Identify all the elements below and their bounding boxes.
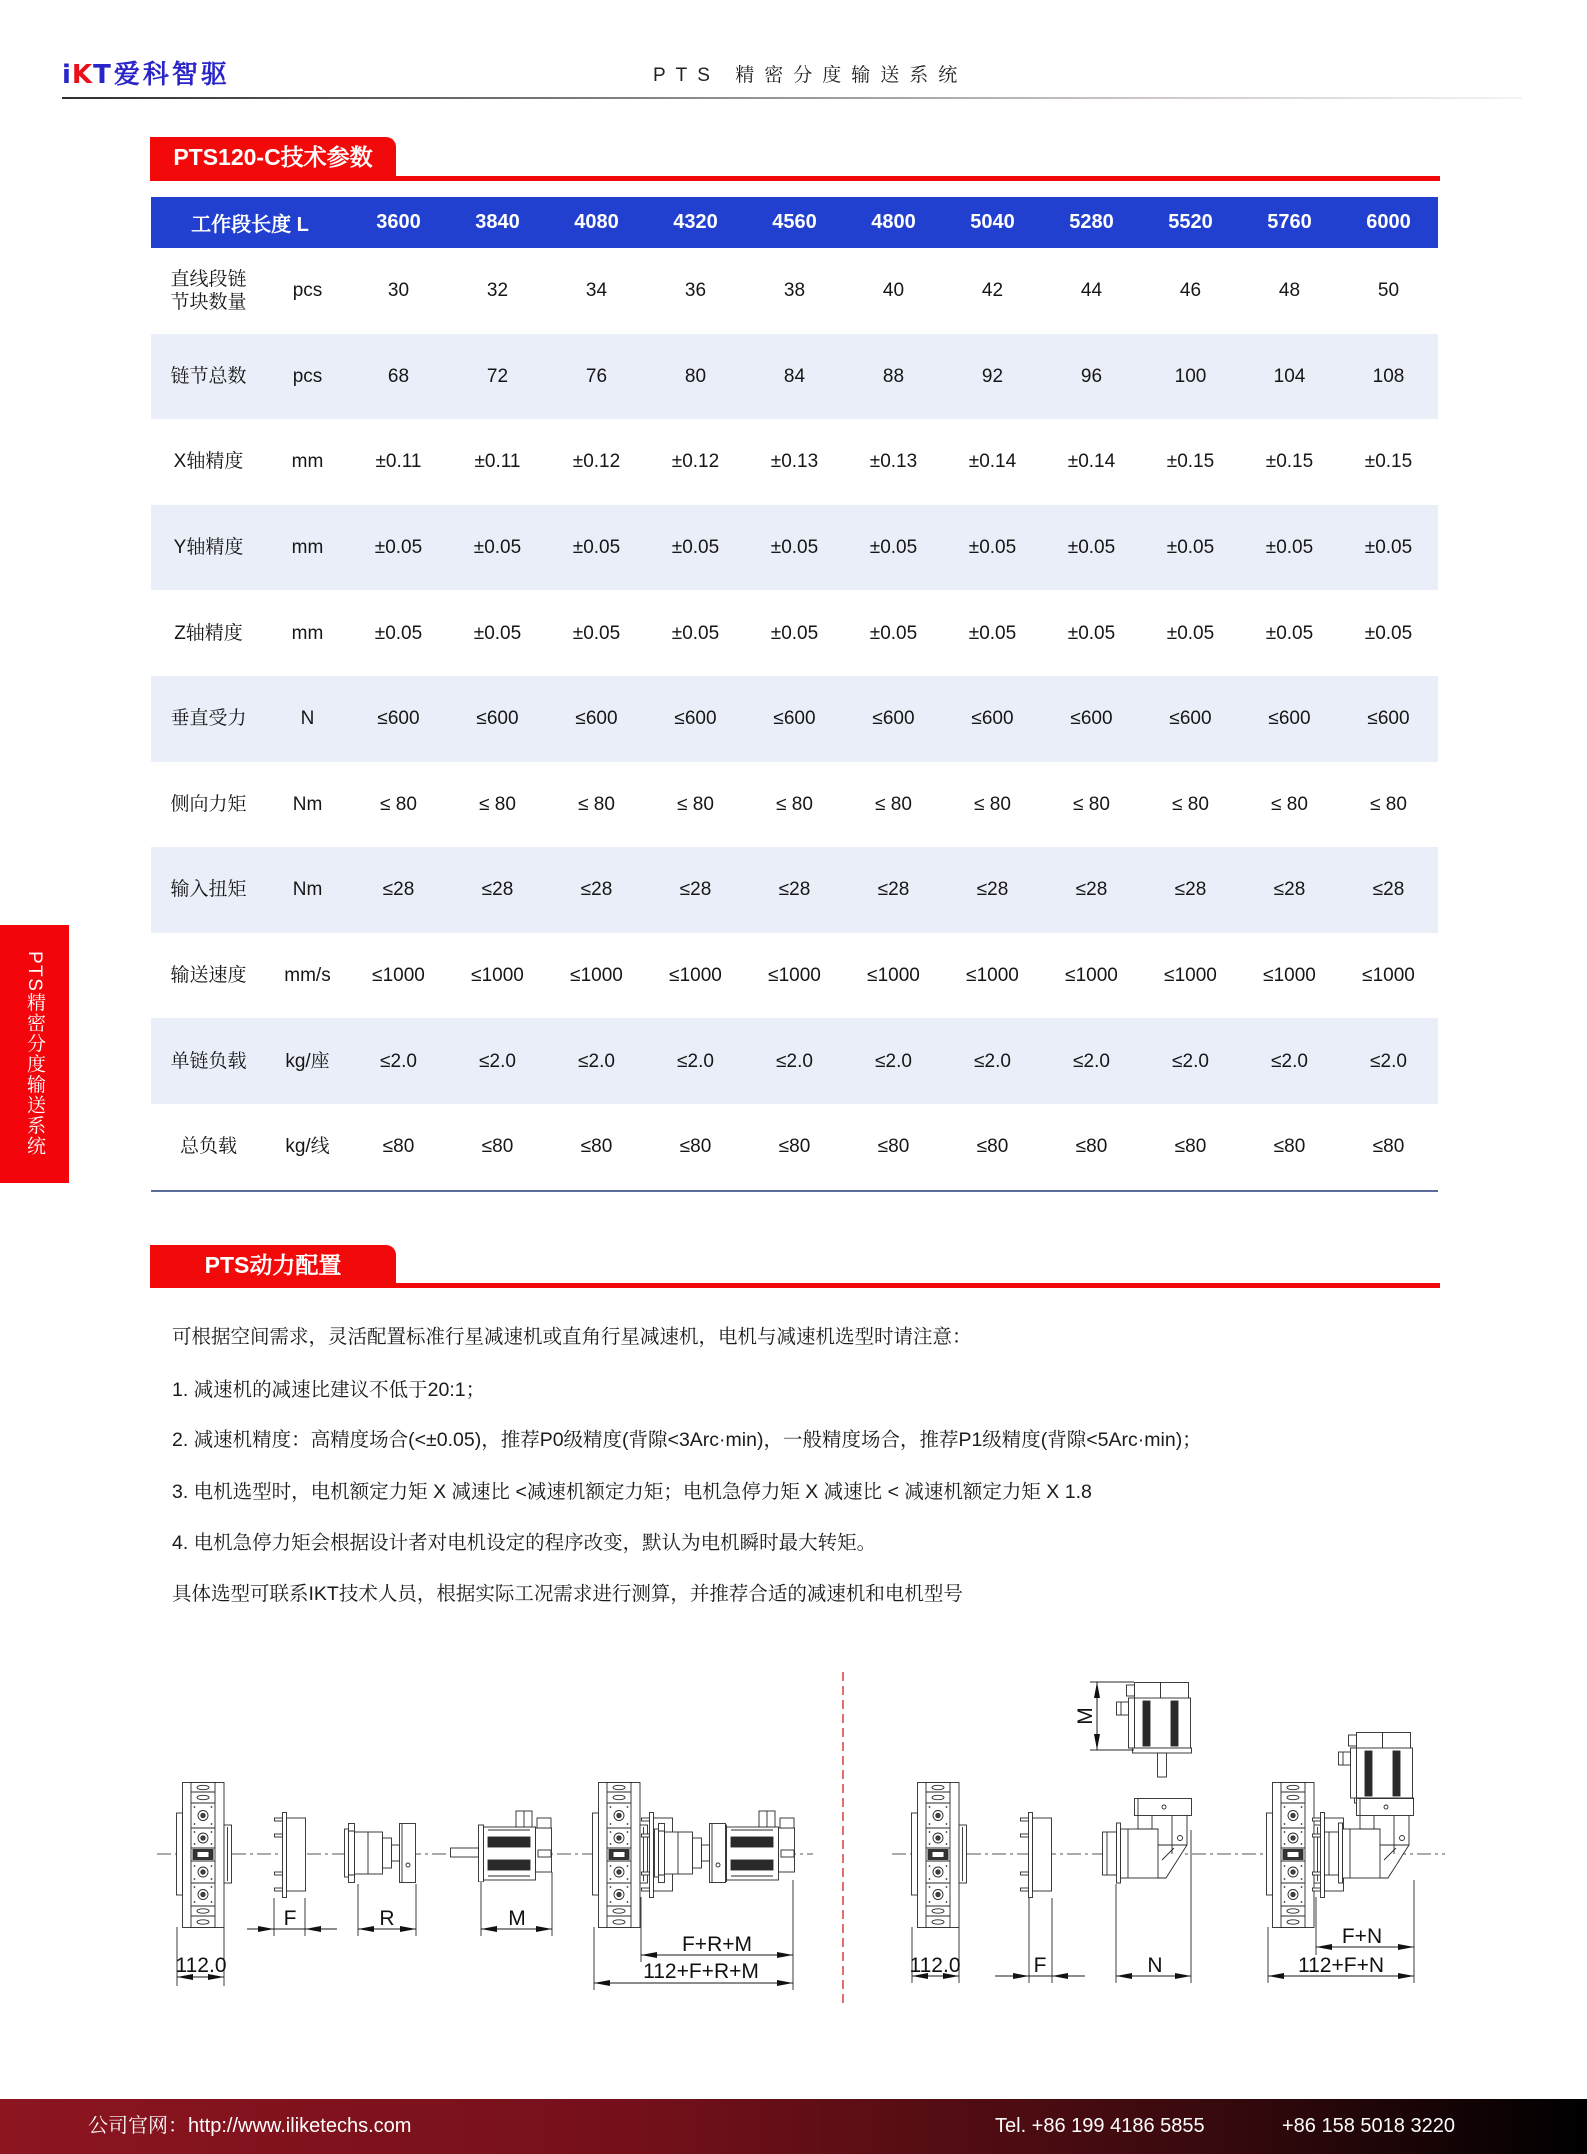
note-4: 4. 电机急停力矩会根据设计者对电机设定的程序改变，默认为电机瞬时最大转矩。 <box>172 1532 877 1554</box>
row-value: ≤600 <box>1169 708 1212 730</box>
row-value: ≤600 <box>1268 708 1311 730</box>
power-section-rule <box>150 1283 1440 1288</box>
row-value: ≤80 <box>1174 1136 1207 1158</box>
row-value: ±0.05 <box>770 537 819 559</box>
row-value: ±0.15 <box>1265 451 1314 473</box>
servo-motor-vertical-part <box>1117 1683 1192 1778</box>
row-value: ≤80 <box>580 1136 613 1158</box>
planetary-reducer-part <box>345 1824 416 1883</box>
row-unit: N <box>300 708 315 730</box>
spec-section-title: PTS120-C技术参数 <box>150 137 396 181</box>
row-value: 104 <box>1273 365 1306 387</box>
dim-label-motor: M <box>508 1907 526 1930</box>
row-value: ≤80 <box>382 1136 415 1158</box>
table-row <box>151 676 1438 762</box>
row-value: ≤1000 <box>1164 965 1217 987</box>
row-unit: kg/线 <box>285 1136 330 1158</box>
row-value: ≤600 <box>872 708 915 730</box>
row-label: 单链负载 <box>170 1050 247 1072</box>
column-header-length: 工作段长度 L <box>191 214 309 236</box>
row-value: ≤ 80 <box>1370 793 1407 815</box>
row-value: ±0.05 <box>1166 622 1215 644</box>
dim-label-reducer: N <box>1147 1954 1163 1977</box>
row-value: ≤2.0 <box>1172 1050 1209 1072</box>
row-value: ±0.13 <box>770 451 819 473</box>
table-row <box>151 933 1438 1019</box>
flange-part <box>1021 1813 1052 1898</box>
row-value: 46 <box>1179 280 1202 302</box>
row-value: ±0.05 <box>572 622 621 644</box>
spec-section-rule <box>150 176 1440 181</box>
row-value: 40 <box>882 280 905 302</box>
row-value: ≤600 <box>1367 708 1410 730</box>
row-value: ≤ 80 <box>1271 793 1308 815</box>
intro-text: 可根据空间需求，灵活配置标准行星减速机或直角行星减速机，电机与减速机选型时请注意： <box>172 1326 972 1348</box>
row-value: ≤28 <box>1273 879 1306 901</box>
row-value: ≤2.0 <box>776 1050 813 1072</box>
dim-label-total-length: 112+F+N <box>1298 1954 1384 1977</box>
logo-letter-k: K <box>71 60 94 90</box>
dim-label-flange-reducer: F+N <box>1341 1925 1383 1948</box>
row-value: ≤28 <box>1174 879 1207 901</box>
row-value: 44 <box>1080 280 1103 302</box>
column-header: 3840 <box>475 211 520 233</box>
row-value: ±0.05 <box>374 622 423 644</box>
row-value: 38 <box>783 280 806 302</box>
row-value: 34 <box>585 280 608 302</box>
logo-letter-i: i <box>62 60 72 90</box>
column-header: 6000 <box>1366 211 1411 233</box>
row-label: X轴精度 <box>173 451 244 473</box>
row-value: ≤ 80 <box>1073 793 1110 815</box>
table-row <box>151 1018 1438 1104</box>
row-value: 88 <box>882 365 905 387</box>
row-value: ±0.15 <box>1166 451 1215 473</box>
column-header: 5040 <box>970 211 1015 233</box>
row-value: ≤ 80 <box>875 793 912 815</box>
row-value: ±0.05 <box>1067 622 1116 644</box>
row-value: ≤80 <box>679 1136 712 1158</box>
row-value: ±0.05 <box>1067 537 1116 559</box>
dim-label-motor: M <box>1074 1707 1097 1725</box>
column-header: 5520 <box>1168 211 1213 233</box>
header-divider <box>62 97 1522 99</box>
flange-part <box>275 1813 306 1898</box>
row-value: 42 <box>981 280 1004 302</box>
row-value: ±0.12 <box>671 451 720 473</box>
footer-phone-1: Tel. +86 199 4186 5855 <box>995 2115 1205 2137</box>
note-2: 2. 减速机精度：高精度场合(<±0.05)，推荐P0级精度(背隙<3Arc·min)，一般精度场合，推荐P1级精度(背隙<5Arc·min)； <box>172 1429 1202 1451</box>
right-angle-assembly <box>1267 1733 1414 1928</box>
row-value: ≤2.0 <box>974 1050 1011 1072</box>
row-value: ±0.05 <box>473 622 522 644</box>
row-value: ±0.05 <box>1364 622 1413 644</box>
planetary-config-diagram <box>157 1783 813 1991</box>
row-value: ≤600 <box>377 708 420 730</box>
row-value: 30 <box>387 280 410 302</box>
row-label: 输送速度 <box>170 965 247 987</box>
row-value: 50 <box>1377 280 1400 302</box>
row-label: 输入扭矩 <box>170 879 247 901</box>
footer-phone-2: +86 158 5018 3220 <box>1282 2115 1455 2137</box>
row-value: ≤ 80 <box>578 793 615 815</box>
row-value: ≤1000 <box>669 965 722 987</box>
row-value: ≤28 <box>1075 879 1108 901</box>
row-value: ≤28 <box>382 879 415 901</box>
row-value: ≤28 <box>481 879 514 901</box>
row-value: ±0.05 <box>671 537 720 559</box>
row-value: ±0.05 <box>770 622 819 644</box>
dim-label-flange: F <box>1033 1954 1047 1977</box>
dim-label-total-length: 112+F+R+M <box>643 1960 759 1983</box>
contact-note: 具体选型可联系IKT技术人员，根据实际工况需求进行测算，并推荐合适的减速机和电机型号 <box>172 1583 963 1605</box>
row-unit: pcs <box>292 280 323 302</box>
dim-label-module-width: 112.0 <box>909 1954 961 1977</box>
company-logo <box>62 61 230 89</box>
table-row <box>151 847 1438 933</box>
row-value: ≤1000 <box>768 965 821 987</box>
spec-table <box>151 197 1438 1192</box>
row-value: ±0.05 <box>1265 622 1314 644</box>
row-value: ≤1000 <box>372 965 425 987</box>
row-value: ≤600 <box>476 708 519 730</box>
row-value: ≤2.0 <box>1271 1050 1308 1072</box>
row-value: ≤2.0 <box>578 1050 615 1072</box>
row-label: Z轴精度 <box>174 622 243 644</box>
row-value: ≤2.0 <box>875 1050 912 1072</box>
row-value: 76 <box>585 365 608 387</box>
row-value: 36 <box>684 280 707 302</box>
column-header: 3600 <box>376 211 421 233</box>
row-label: 总负载 <box>179 1136 237 1158</box>
dim-label-flange-reducer-motor: F+R+M <box>681 1933 753 1956</box>
reducer-configuration-diagrams <box>150 1660 1450 2020</box>
row-value: 92 <box>981 365 1004 387</box>
row-value: ≤1000 <box>1065 965 1118 987</box>
row-value: ≤1000 <box>1362 965 1415 987</box>
right-angle-config-diagram <box>892 1682 1445 1983</box>
row-label: 侧向力矩 <box>170 793 247 815</box>
assembly-planetary-reducer <box>655 1824 726 1883</box>
servo-motor-part <box>451 1811 552 1882</box>
row-unit: kg/座 <box>285 1050 330 1072</box>
column-header: 5280 <box>1069 211 1114 233</box>
row-label: Y轴精度 <box>173 537 244 559</box>
row-value: ≤ 80 <box>677 793 714 815</box>
row-value: 80 <box>684 365 707 387</box>
chain-module <box>177 1783 232 1928</box>
row-value: ≤600 <box>971 708 1014 730</box>
row-label: 直线段链 节块数量 <box>170 268 247 313</box>
row-value: ≤ 80 <box>380 793 417 815</box>
column-header: 4320 <box>673 211 718 233</box>
row-value: ±0.15 <box>1364 451 1413 473</box>
row-value: ±0.11 <box>474 451 521 473</box>
assembly-right-angle-reducer <box>1325 1799 1414 1884</box>
row-unit: mm <box>291 622 324 644</box>
row-value: 96 <box>1080 365 1103 387</box>
row-value: 48 <box>1278 280 1301 302</box>
row-value: ≤80 <box>1372 1136 1405 1158</box>
planetary-assembly <box>593 1783 795 1928</box>
spec-table-body <box>151 248 1438 1190</box>
row-value: ≤600 <box>773 708 816 730</box>
row-value: ≤ 80 <box>1172 793 1209 815</box>
row-value: ±0.05 <box>968 537 1017 559</box>
row-value: ≤28 <box>580 879 613 901</box>
row-value: ±0.11 <box>375 451 422 473</box>
row-value: 72 <box>486 365 509 387</box>
row-value: ±0.13 <box>869 451 918 473</box>
column-header: 4080 <box>574 211 619 233</box>
row-value: ±0.05 <box>671 622 720 644</box>
row-value: 32 <box>486 280 509 302</box>
row-value: ±0.05 <box>473 537 522 559</box>
row-value: ≤2.0 <box>1370 1050 1407 1072</box>
table-row <box>151 1104 1438 1190</box>
row-value: ±0.05 <box>869 622 918 644</box>
row-value: ≤28 <box>1372 879 1405 901</box>
row-value: ≤80 <box>976 1136 1009 1158</box>
row-unit: Nm <box>292 879 323 901</box>
logo-chinese-name: 爱科智驱 <box>113 60 230 90</box>
row-value: ≤28 <box>976 879 1009 901</box>
row-value: 100 <box>1174 365 1207 387</box>
row-value: ≤600 <box>575 708 618 730</box>
spec-table-header <box>151 197 1438 248</box>
page-footer <box>0 2099 1587 2154</box>
row-unit: mm/s <box>284 965 331 987</box>
row-value: ≤28 <box>679 879 712 901</box>
row-value: ≤ 80 <box>479 793 516 815</box>
table-row <box>151 590 1438 676</box>
row-value: ±0.14 <box>1067 451 1116 473</box>
row-label: 垂直受力 <box>170 708 247 730</box>
table-row <box>151 762 1438 848</box>
row-value: ≤2.0 <box>380 1050 417 1072</box>
row-value: ≤2.0 <box>677 1050 714 1072</box>
row-value: ±0.05 <box>1166 537 1215 559</box>
assembly-chain-module <box>593 1783 648 1928</box>
row-value: ±0.14 <box>968 451 1017 473</box>
column-header: 4560 <box>772 211 817 233</box>
note-1: 1. 减速机的减速比建议不低于20:1； <box>172 1379 486 1401</box>
row-value: ≤80 <box>1273 1136 1306 1158</box>
row-value: ≤80 <box>481 1136 514 1158</box>
column-header: 5760 <box>1267 211 1312 233</box>
table-row <box>151 334 1438 420</box>
row-unit: mm <box>291 451 324 473</box>
row-value: ≤1000 <box>570 965 623 987</box>
row-value: ≤28 <box>877 879 910 901</box>
row-label: 链节总数 <box>170 365 247 387</box>
row-value: ≤ 80 <box>974 793 1011 815</box>
column-header: 4800 <box>871 211 916 233</box>
row-value: ≤2.0 <box>479 1050 516 1072</box>
row-value: ≤600 <box>1070 708 1113 730</box>
logo-letter-t: T <box>93 60 112 90</box>
row-value: ±0.05 <box>1364 537 1413 559</box>
row-value: ±0.05 <box>1265 537 1314 559</box>
row-value: ≤600 <box>674 708 717 730</box>
table-row <box>151 419 1438 505</box>
row-value: ±0.05 <box>968 622 1017 644</box>
chain-module <box>912 1783 967 1928</box>
row-value: ≤2.0 <box>1073 1050 1110 1072</box>
row-value: 108 <box>1372 365 1405 387</box>
dim-label-module-width: 112.0 <box>175 1954 227 1977</box>
row-value: 84 <box>783 365 806 387</box>
row-value: ≤1000 <box>966 965 1019 987</box>
page-header-title: PTS 精密分度输送系统 <box>653 65 968 86</box>
row-value: ±0.05 <box>572 537 621 559</box>
row-value: ≤80 <box>778 1136 811 1158</box>
row-value: ≤1000 <box>867 965 920 987</box>
side-chapter-tab: PTS精密分度输送系统 <box>0 925 69 1183</box>
row-value: ±0.12 <box>572 451 621 473</box>
dim-label-reducer: R <box>379 1907 395 1930</box>
row-value: ±0.05 <box>869 537 918 559</box>
row-value: ≤1000 <box>471 965 524 987</box>
table-row <box>151 248 1438 334</box>
note-3: 3. 电机选型时，电机额定力矩 X 减速比 <减速机额定力矩；电机急停力矩 X 减速比 < 减速机额定力矩 X 1.8 <box>172 1481 1092 1503</box>
dim-label-flange: F <box>283 1907 297 1930</box>
footer-website-link[interactable]: 公司官网：http://www.iliketechs.com <box>88 2115 412 2137</box>
table-row <box>151 505 1438 591</box>
row-value: 68 <box>387 365 410 387</box>
row-value: ±0.05 <box>374 537 423 559</box>
power-section-title: PTS动力配置 <box>150 1245 396 1288</box>
right-angle-reducer-part <box>1103 1799 1192 1884</box>
row-value: ≤ 80 <box>776 793 813 815</box>
row-value: ≤28 <box>778 879 811 901</box>
row-unit: pcs <box>292 365 323 387</box>
row-value: ≤80 <box>877 1136 910 1158</box>
row-value: ≤1000 <box>1263 965 1316 987</box>
row-unit: Nm <box>292 793 323 815</box>
row-unit: mm <box>291 537 324 559</box>
row-value: ≤80 <box>1075 1136 1108 1158</box>
assembly-chain-module <box>1267 1783 1322 1928</box>
